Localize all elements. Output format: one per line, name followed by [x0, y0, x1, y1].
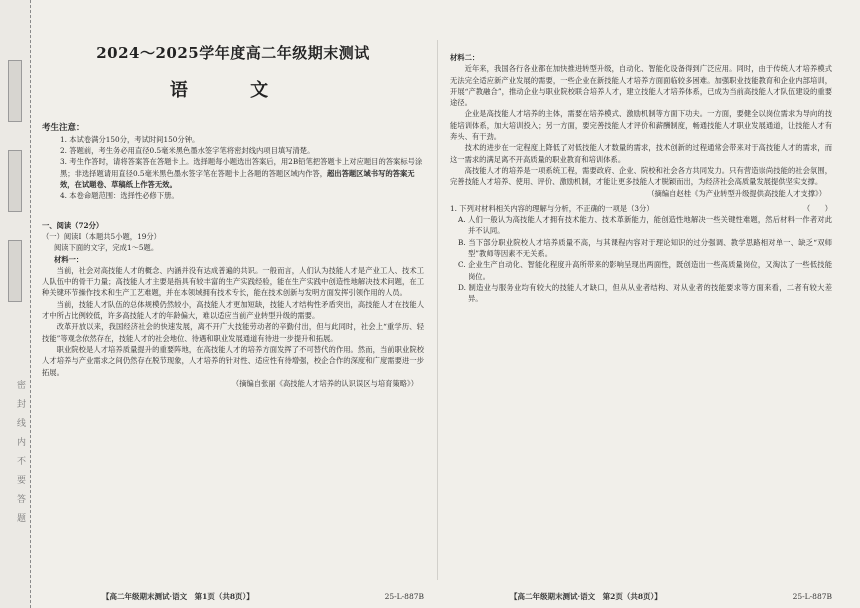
page-number: 【高二年级期末测试·语文 第1页（共8页）】: [102, 591, 254, 601]
binding-text: 密封线内不要答题: [15, 380, 25, 532]
paragraph: 当前，技能人才队伍的总体规模仍然较小，高技能人才更加短缺，技能人才结构性矛盾突出，高技能人才在技能人才中所占比例较低，许多高技能人才的年龄偏大，难以适应当前产业转型升级的需要。: [42, 299, 424, 321]
seal-mark: [8, 60, 22, 122]
section-heading: 一、阅读（72分）: [42, 220, 104, 230]
subsection-heading: （一）阅读Ⅰ（本题共5小题，19分）: [42, 231, 161, 241]
exam-code: 25-L-887B: [384, 591, 424, 601]
source-citation: （摘编自赵桂《为产业转型升级提供高技能人才支撑》）: [647, 188, 826, 198]
question-1: [450, 203, 832, 305]
exam-title: 2024～2025学年度高二年级期末测试: [96, 44, 370, 62]
option-d: D. 制造业与服务业均有较大的技能人才缺口，但从从业者结构、对从业者的技能要求等方面来看，二者有较大差异。: [458, 282, 832, 304]
seal-mark: [8, 240, 22, 302]
option-b: B. 当下部分职业院校人才培养质量不高，与其课程内容对于理论知识的过分强调、教学思路相对单一、缺乏“双师型”教师等因素不无关系。: [458, 237, 832, 259]
page-divider: [437, 40, 438, 580]
source-citation: （摘编自张丽《高技能人才培养的认识误区与培育策略》）: [231, 378, 418, 388]
paragraph: 技术的进步在一定程度上降低了对低技能人才数量的需求，技术创新的过程通常会带来对于高技能人才的需求，而这一需求的满足离不开高质量的职业教育和培训体系。: [450, 143, 832, 164]
reading-instruction: 阅读下面的文字，完成1～5题。: [54, 243, 159, 253]
exam-code: 25-L-887B: [792, 591, 832, 601]
page-footer: [450, 591, 832, 602]
notice-item: 3. 考生作答时，请将答案答在答题卡上。选择题每小题选出答案后，用2B铅笔把答题卡上对应题目的答案标号涂黑；非选择题请用直径0.5毫米黑色墨水签字笔在答题卡上各题的答题区域内作答，超出答题区域书写的答案无效，在试题卷、草稿纸上作答无效。: [60, 157, 423, 190]
material-label: 材料一：: [54, 254, 84, 264]
paragraph: 改革开放以来，我国经济社会的快速发展，离不开广大技能劳动者的辛勤付出，但与此同时，社会上“重学历、轻技能”等观念依然存在，技能人才的社会地位、待遇和职业发展通道有待进一步提升和拓展。: [42, 322, 424, 343]
question-stem: 1. 下列对材料相关内容的理解与分析，不正确的一项是（3分）: [450, 203, 654, 213]
paragraph: 高技能人才的培养是一项系统工程，需要政府、企业、院校和社会各方共同发力。只有营造崇尚技能的社会氛围，完善技能人才培养、使用、评价、激励机制，才能让更多技能人才脱颖而出，为经济社会高质量发展提供坚实支撑。: [450, 165, 832, 187]
paragraph: 近年来，我国各行各业都在加快推进转型升级，自动化、智能化设备得到广泛应用。同时，由于传统人才培养模式无法完全适应新产业发展的需要，一些企业在新技能人才培养方面面临较多困难。加强职业技能教育和企业内部培训，开展“产教融合”，推动企业与职业院校联合培养人才，建立技能人才培养体系，已成为当前高技能人才队伍建设的重要途径。: [450, 64, 832, 108]
option-c: C. 企业生产自动化、智能化程度升高所带来的影响呈现出两面性，既创造出一些高质量岗位，又淘汰了一些低技能岗位。: [458, 260, 832, 281]
option-a: A. 人们一般认为高技能人才拥有技术能力、技术革新能力，能创造性地解决一些关键性难题，然后材料一作者对此并不认同。: [458, 215, 832, 236]
page-2: [450, 0, 832, 608]
page-number: 【高二年级期末测试·语文 第2页（共8页）】: [510, 591, 662, 601]
notice-heading: 考生注意：: [42, 122, 85, 133]
paragraph: 企业是高技能人才培养的主体，需要在培养模式、激励机制等方面下功夫。一方面，要健全以岗位需求为导向的技能培训体系，加大培训投入；另一方面，要完善技能人才评价和薪酬制度，畅通技能人才职业发展通道，让技能人才有奔头、有干劲。: [450, 109, 832, 142]
notice-item: 2. 答题前，考生务必用直径0.5毫米黑色墨水签字笔将密封线内项目填写清楚。: [60, 146, 315, 156]
page-1: [42, 0, 424, 608]
paragraph: 职业院校是人才培养质量提升的重要阵地，在高技能人才的培养方面发挥了不可替代的作用。然而，当前职业院校人才培养与产业需求之间仍然存在脱节现象，人才培养的针对性、适应性有待增强，校企合作的深度和广度需要进一步拓展。: [42, 344, 424, 377]
binding-margin: [0, 0, 31, 608]
page-footer: [42, 591, 424, 602]
material-label: 材料二：: [450, 53, 480, 62]
exam-subject: 语 文: [169, 80, 297, 102]
answer-bracket: （ ）: [802, 203, 832, 213]
notice-list: [60, 134, 424, 202]
paragraph: 当前，社会对高技能人才的概念、内涵并没有达成普遍的共识。一般而言，人们认为技能人才是产业工人、技术工人队伍中的骨干力量；高技能人才主要是指具有较丰富的生产实践经验，能在生产实践中创造性地解决技术问题，在工种关键环节操作技术和生产工艺难题，并在本领域拥有技术专长，能在技术创新与发明方面发挥引领作用的人员。: [42, 265, 424, 298]
notice-item: 4. 本卷命题范围：选择性必修下册。: [60, 191, 179, 201]
notice-item: 1. 本试卷满分150分，考试时间150分钟。: [60, 134, 200, 144]
seal-mark: [8, 150, 22, 212]
